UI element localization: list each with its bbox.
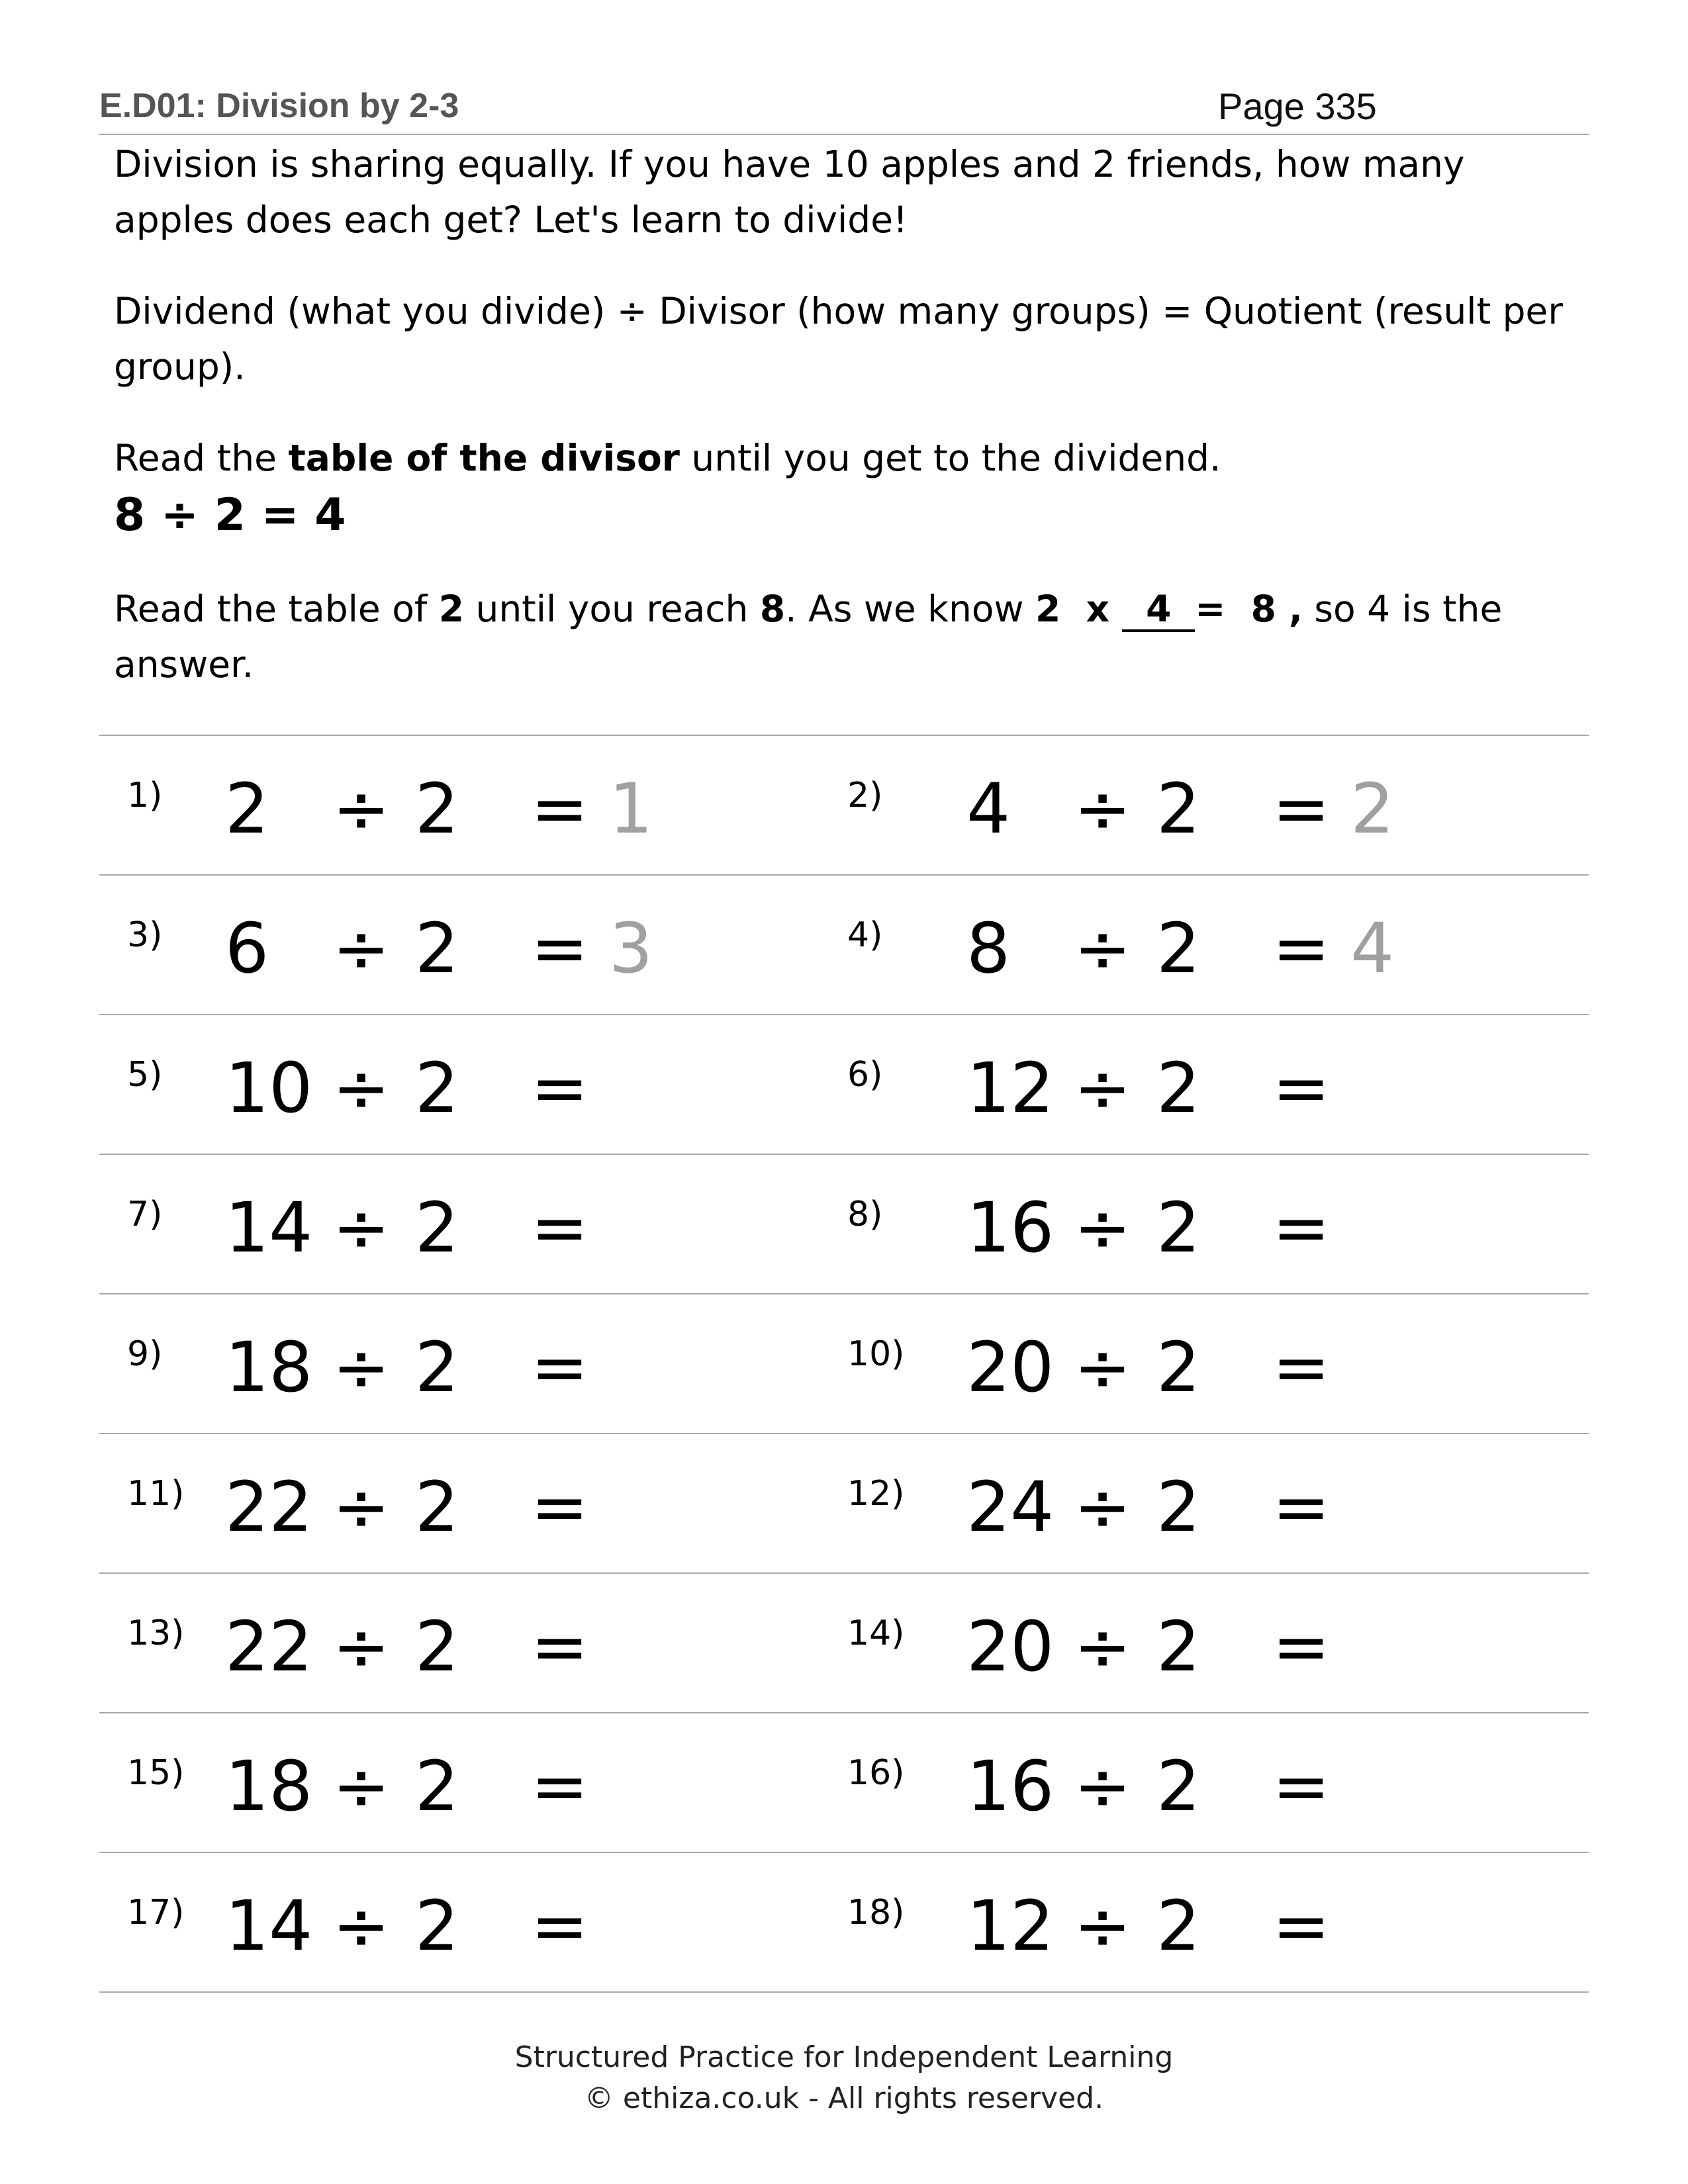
problem-dividend: 14 <box>225 1886 313 1966</box>
answer-field[interactable]: 2 <box>1350 768 1395 849</box>
problem-dividend: 20 <box>966 1606 1055 1687</box>
equals-sign: = <box>1272 768 1331 849</box>
intro-p3-bold: table of the divisor <box>288 437 680 479</box>
division-sign: ÷ <box>332 1327 391 1408</box>
problem-divisor: 2 <box>1156 1187 1201 1268</box>
equals-sign: = <box>1272 1048 1331 1128</box>
problem-number: 2) <box>847 776 883 815</box>
division-sign: ÷ <box>1074 768 1132 849</box>
problem-10 <box>844 1295 1589 1433</box>
intro-p4-bold-result: = 8 , <box>1195 588 1303 630</box>
problem-row <box>99 736 1589 876</box>
problem-number: 13) <box>127 1614 185 1653</box>
problem-number: 7) <box>127 1195 163 1234</box>
division-sign: ÷ <box>332 908 391 989</box>
equals-sign: = <box>531 908 589 989</box>
division-sign: ÷ <box>1074 1327 1132 1408</box>
footer-copyright: © ethiza.co.uk - All rights reserved. <box>584 2081 1104 2115</box>
problem-dividend: 10 <box>225 1048 313 1128</box>
division-sign: ÷ <box>1074 1048 1132 1128</box>
intro-p3-text-end: until you get to the dividend. <box>679 437 1221 479</box>
page-footer <box>0 2037 1688 2119</box>
intro-p3-text: Read the <box>114 437 289 479</box>
problem-dividend: 18 <box>225 1746 313 1827</box>
division-sign: ÷ <box>1074 1467 1132 1547</box>
problem-dividend: 12 <box>966 1048 1055 1128</box>
problem-dividend: 22 <box>225 1467 313 1547</box>
problem-number: 17) <box>127 1893 185 1933</box>
problem-row <box>99 1015 1589 1155</box>
division-sign: ÷ <box>1074 1187 1132 1268</box>
equals-sign: = <box>1272 1187 1331 1268</box>
problem-number: 12) <box>847 1474 905 1514</box>
equals-sign: = <box>531 1746 589 1827</box>
problem-divisor: 2 <box>415 908 459 989</box>
problem-number: 11) <box>127 1474 185 1514</box>
problem-number: 1) <box>127 776 163 815</box>
problem-number: 3) <box>127 915 163 955</box>
problem-number: 10) <box>847 1334 905 1374</box>
equals-sign: = <box>1272 1467 1331 1547</box>
problem-dividend: 14 <box>225 1187 313 1268</box>
problem-number: 15) <box>127 1753 185 1793</box>
problem-divisor: 2 <box>1156 1606 1201 1687</box>
division-sign: ÷ <box>332 1746 391 1827</box>
problem-number: 18) <box>847 1893 905 1933</box>
intro-p4-text-e: . As we know <box>785 588 1035 630</box>
intro-p4-blank-answer: 4 <box>1122 588 1195 632</box>
problem-divisor: 2 <box>415 1327 459 1408</box>
problem-11 <box>99 1434 844 1572</box>
intro-p4-bold-dividend: 8 <box>759 588 786 630</box>
example-equation: 8 ÷ 2 = 4 <box>114 489 346 541</box>
problem-18 <box>844 1853 1589 1991</box>
equals-sign: = <box>531 1048 589 1128</box>
problem-divisor: 2 <box>415 1048 459 1128</box>
problem-dividend: 16 <box>966 1746 1055 1827</box>
problem-3 <box>99 876 844 1014</box>
problem-row <box>99 1713 1589 1853</box>
division-sign: ÷ <box>1074 1746 1132 1827</box>
problem-row <box>99 1574 1589 1713</box>
problem-17 <box>99 1853 844 1991</box>
footer-tagline: Structured Practice for Independent Learning <box>514 2040 1174 2074</box>
problem-14 <box>844 1574 1589 1712</box>
division-sign: ÷ <box>332 1467 391 1547</box>
answer-field[interactable]: 1 <box>609 768 653 849</box>
problem-grid <box>99 735 1589 1993</box>
problem-15 <box>99 1713 844 1852</box>
intro-p4-text-a: Read the table of <box>114 588 439 630</box>
equals-sign: = <box>1272 1746 1331 1827</box>
equals-sign: = <box>531 1606 589 1687</box>
problem-1 <box>99 736 844 874</box>
problem-row <box>99 1295 1589 1434</box>
problem-row <box>99 1853 1589 1993</box>
equals-sign: = <box>531 1467 589 1547</box>
division-sign: ÷ <box>332 1606 391 1687</box>
division-sign: ÷ <box>332 768 391 849</box>
intro-paragraph-4 <box>114 581 1570 692</box>
problem-dividend: 20 <box>966 1327 1055 1408</box>
division-sign: ÷ <box>1074 908 1132 989</box>
problem-12 <box>844 1434 1589 1572</box>
problem-number: 14) <box>847 1614 905 1653</box>
intro-paragraph-3 <box>114 430 1570 486</box>
problem-number: 4) <box>847 915 883 955</box>
division-sign: ÷ <box>332 1886 391 1966</box>
problem-dividend: 16 <box>966 1187 1055 1268</box>
problem-dividend: 2 <box>225 768 269 849</box>
problem-dividend: 4 <box>966 768 1011 849</box>
problem-divisor: 2 <box>415 768 459 849</box>
problem-row <box>99 876 1589 1015</box>
equals-sign: = <box>531 1886 589 1966</box>
problem-dividend: 8 <box>966 908 1011 989</box>
division-sign: ÷ <box>332 1187 391 1268</box>
intro-section <box>114 136 1570 692</box>
problem-dividend: 22 <box>225 1606 313 1687</box>
problem-9 <box>99 1295 844 1433</box>
problem-13 <box>99 1574 844 1712</box>
intro-p4-bold-product: 2 x <box>1035 588 1123 630</box>
problem-divisor: 2 <box>1156 1746 1201 1827</box>
intro-p4-text-end: so 4 is the answer. <box>114 588 1503 686</box>
equals-sign: = <box>1272 1886 1331 1966</box>
equals-sign: = <box>1272 1606 1331 1687</box>
problem-row <box>99 1434 1589 1574</box>
answer-field[interactable]: 3 <box>609 908 653 989</box>
problem-4 <box>844 876 1589 1014</box>
problem-16 <box>844 1713 1589 1852</box>
problem-2 <box>844 736 1589 874</box>
answer-field[interactable]: 4 <box>1350 908 1395 989</box>
problem-divisor: 2 <box>1156 1467 1201 1547</box>
division-sign: ÷ <box>332 1048 391 1128</box>
problem-dividend: 6 <box>225 908 269 989</box>
equals-sign: = <box>1272 1327 1331 1408</box>
problem-number: 6) <box>847 1055 883 1095</box>
problem-5 <box>99 1015 844 1154</box>
problem-row <box>99 1155 1589 1295</box>
problem-divisor: 2 <box>415 1606 459 1687</box>
equals-sign: = <box>1272 908 1331 989</box>
problem-dividend: 12 <box>966 1886 1055 1966</box>
problem-divisor: 2 <box>1156 1048 1201 1128</box>
problem-divisor: 2 <box>1156 1327 1201 1408</box>
problem-number: 16) <box>847 1753 905 1793</box>
problem-divisor: 2 <box>415 1886 459 1966</box>
intro-p4-bold-divisor: 2 <box>438 588 464 630</box>
problem-dividend: 18 <box>225 1327 313 1408</box>
equals-sign: = <box>531 1187 589 1268</box>
problem-number: 8) <box>847 1195 883 1234</box>
worksheet-title: E.D01: Division by 2-3 <box>99 87 459 125</box>
page-number: Page 335 <box>1218 85 1377 127</box>
page-header <box>99 79 1589 135</box>
problem-8 <box>844 1155 1589 1293</box>
equals-sign: = <box>531 768 589 849</box>
problem-divisor: 2 <box>415 1746 459 1827</box>
equals-sign: = <box>531 1327 589 1408</box>
problem-divisor: 2 <box>415 1187 459 1268</box>
intro-p4-text-c: until you reach <box>463 588 760 630</box>
problem-divisor: 2 <box>1156 908 1201 989</box>
division-sign: ÷ <box>1074 1606 1132 1687</box>
problem-6 <box>844 1015 1589 1154</box>
problem-divisor: 2 <box>1156 768 1201 849</box>
problem-dividend: 24 <box>966 1467 1055 1547</box>
problem-number: 5) <box>127 1055 163 1095</box>
problem-divisor: 2 <box>1156 1886 1201 1966</box>
problem-number: 9) <box>127 1334 163 1374</box>
intro-paragraph-1: Division is sharing equally. If you have 10 apples and 2 friends, how many apples does each get? Let's learn to divide! <box>114 143 1465 241</box>
problem-7 <box>99 1155 844 1293</box>
division-sign: ÷ <box>1074 1886 1132 1966</box>
problem-divisor: 2 <box>415 1467 459 1547</box>
intro-paragraph-2: Dividend (what you divide) ÷ Divisor (how many groups) = Quotient (result per group). <box>114 290 1563 388</box>
